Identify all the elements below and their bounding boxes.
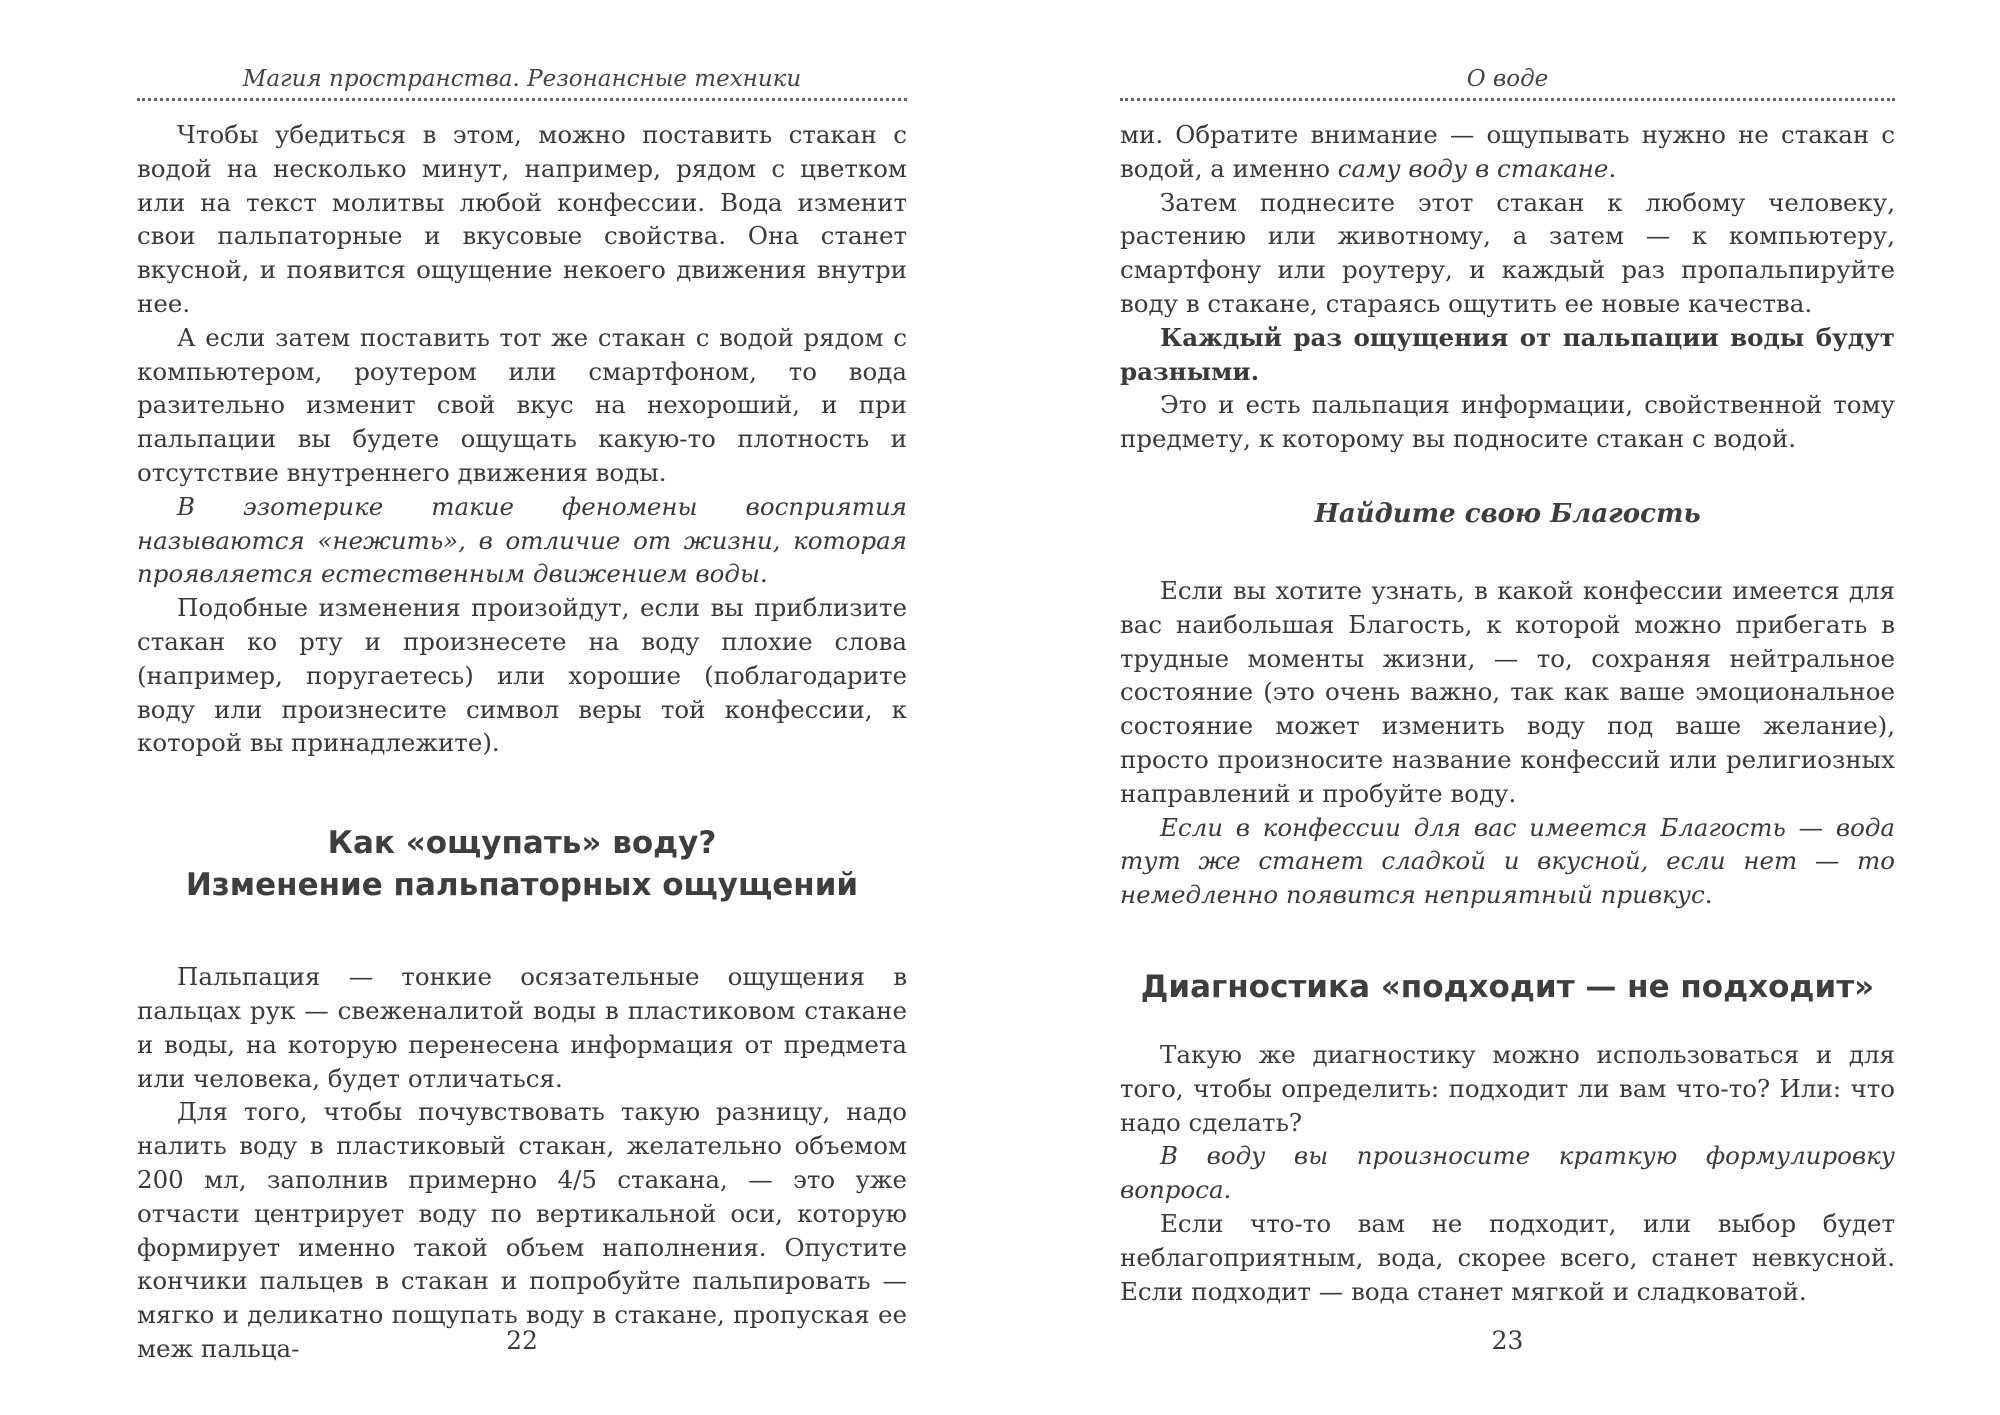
left-paragraph-4: Подобные изменения произойдут, если вы приблизите стакан ко рту и произнесете на воду плохие слова (например, поругаетесь) или хорошие (поблагодарите воду или произнесите символ веры той конфессии, к которой вы принадлежите). [137,593,907,758]
right-paragraph-5: Если вы хотите узнать, в какой конфессии имеется для вас наибольшая Благость, к которой можно прибегать в трудные моменты жизни, — то, сохраняя нейтральное состояние (это очень важно, так как ваше эмоциональное состояние может изменить воду под ваше желание), просто произносите название конфессий или религиозных направлений и пробуйте воду. [1120,575,1895,808]
right-paragraph-2: Затем поднесите этот стакан к любому человеку, растению или животному, а затем — к компьютеру, смартфону или роутеру, и каждый раз пропальпируйте воду в стакане, стараясь ощутить ее новые качества. [1120,187,1895,318]
right-page [1120,0,1895,1415]
right-header-divider [1120,98,1895,101]
right-paragraph-8: В воду вы произносите краткую формулировку вопроса. [1120,1141,1895,1205]
left-paragraph-2: А если затем поставить тот же стакан с водой рядом с компьютером, роутером или смартфоном, то вода разительно изменит свой вкус на нехороший, и при пальпации вы будете ощущать какую-то плотность и отсутствие внутреннего движения воды. [137,322,907,487]
right-paragraph-1-start: ми. Обратите внимание — ощупывать нужно не стакан с водой, а именно [1120,120,1895,183]
right-paragraph-1-emphasis: саму воду в стакане [1337,153,1609,183]
right-paragraph-4: Это и есть пальпация информации, свойственной тому предмету, к которому вы подносите стакан с водой. [1120,390,1895,454]
left-body [137,118,907,1366]
left-page-number: 22 [506,1326,538,1355]
left-paragraph-3: В эзотерике такие феномены восприятия называются «нежить», в отличие от жизни, которая проявляется естественным движением воды. [137,491,907,589]
right-body [1120,118,1895,1308]
left-paragraph-1: Чтобы убедиться в этом, можно поставить стакан с водой на несколько минут, например, рядом с цветком или на текст молитвы любой конфессии. Вода изменит свои пальпаторные и вкусовые свойства. Она станет вкусной, и появится ощущение некоего движения внутри нее. [137,120,907,318]
right-paragraph-7: Такую же диагностику можно использоваться и для того, чтобы определить: подходит ли вам что-то? Или: что надо сделать? [1120,1039,1895,1137]
left-page [137,0,907,1415]
right-page-number: 23 [1491,1326,1524,1355]
right-section-heading-2: Диагностика «подходит — не подходит» [1140,968,1875,1005]
right-paragraph-6: Если в конфессии для вас имеется Благость — вода тут же станет сладкой и вкусной, если нет — то немедленно появится неприятный привкус. [1120,812,1895,910]
right-paragraph-1-end: . [1608,153,1617,183]
right-paragraph-3: Каждый раз ощущения от пальпации воды будут разными. [1120,322,1895,386]
left-heading-line-2: Изменение пальпаторных ощущений [185,867,859,904]
left-section-heading [137,822,907,906]
right-paragraph-9: Если что-то вам не подходит, или выбор будет неблагоприятным, вода, скорее всего, станет невкусной. Если подходит — вода станет мягкой и сладковатой. [1120,1208,1895,1306]
right-paragraph-1 [1120,118,1895,186]
left-running-head: Магия пространства. Резонансные техники [242,66,802,92]
left-header-divider [137,98,907,101]
left-paragraph-5: Пальпация — тонкие осязательные ощущения в пальцах рук — свеженалитой воды в пластиковом стакане и воды, на которую перенесена информация от предмета или человека, будет отличаться. [137,962,907,1093]
right-running-head: О воде [1466,66,1549,92]
left-paragraph-6: Для того, чтобы почувствовать такую разницу, надо налить воду в пластиковый стакан, желательно объемом 200 мл, заполнив примерно 4/5 стакана, — это уже отчасти центрирует воду по вертикальной оси, которую формирует именно такой объем наполнения. Опустите кончики пальцев в стакан и попробуйте пальпировать — мягко и деликатно пощупать воду в стакане, пропуская ее меж пальца- [137,1097,907,1363]
left-heading-line-1: Как «ощупать» воду? [327,825,717,862]
right-section-heading-1: Найдите свою Благость [1314,498,1701,529]
